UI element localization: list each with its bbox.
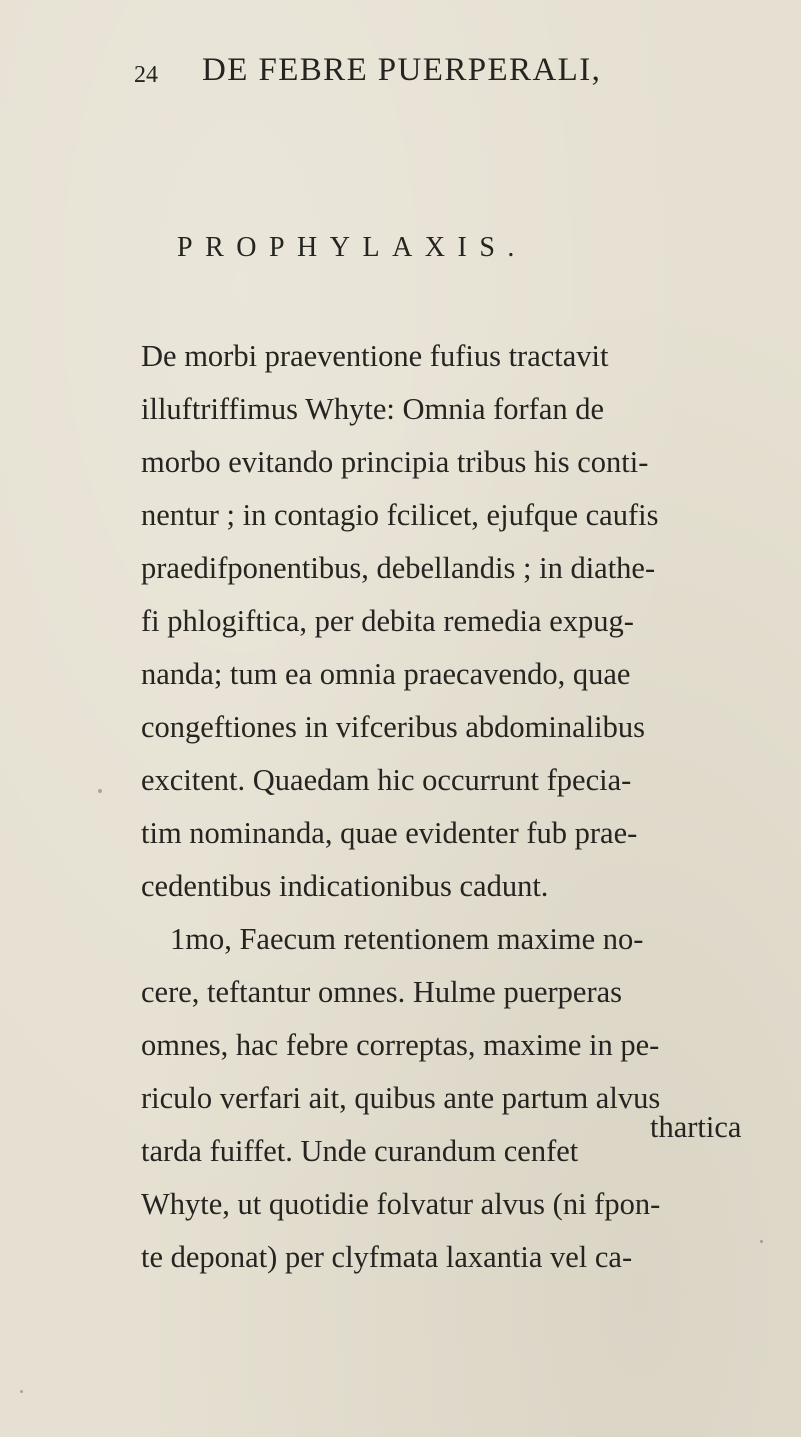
text-line: tim nominanda, quae evidenter fub prae- (141, 816, 638, 850)
text-line: tarda fuiffet. Unde curandum cenfet (141, 1134, 579, 1168)
text-line: illuftriffimus Whyte: Omnia forfan de (141, 392, 605, 426)
paper-speck (98, 789, 102, 793)
text-line: excitent. Quaedam hic occurrunt fpecia- (141, 763, 632, 797)
text-line: omnes, hac febre correptas, maxime in pe- (141, 1028, 660, 1062)
page-header (134, 50, 734, 98)
catchword: thartica (650, 1110, 742, 1144)
text-line: congeftiones in vifceribus abdominalibus (141, 710, 645, 744)
text-line: cedentibus indicationibus cadunt. (141, 869, 549, 903)
page-number: 24 (134, 62, 158, 88)
text-line: Whyte, ut quotidie folvatur alvus (ni fpon- (141, 1187, 661, 1221)
text-line: te deponat) per clyfmata laxantia vel ca- (141, 1240, 633, 1274)
text-line: cere, teftantur omnes. Hulme puerperas (141, 975, 623, 1009)
paper-speck (760, 1240, 763, 1243)
text-line: morbo evitando principia tribus his conti- (141, 445, 649, 479)
text-line: praedifponentibus, debellandis ; in diathe- (141, 551, 656, 585)
text-line: 1mo, Faecum retentionem maxime no- (170, 922, 644, 956)
text-line: nanda; tum ea omnia praecavendo, quae (141, 657, 631, 691)
running-title: DE FEBRE PUERPERALI, (202, 52, 602, 88)
text-line: riculo verfari ait, quibus ante partum alvus (141, 1081, 661, 1115)
text-line: nentur ; in contagio fcilicet, ejufque caufis (141, 498, 659, 532)
paper-speck (20, 1390, 23, 1393)
text-line: De morbi praeventione fufius tractavit (141, 339, 609, 373)
section-title: PROPHYLAXIS. (177, 232, 527, 263)
text-line: fi phlogiftica, per debita remedia expug- (141, 604, 634, 638)
